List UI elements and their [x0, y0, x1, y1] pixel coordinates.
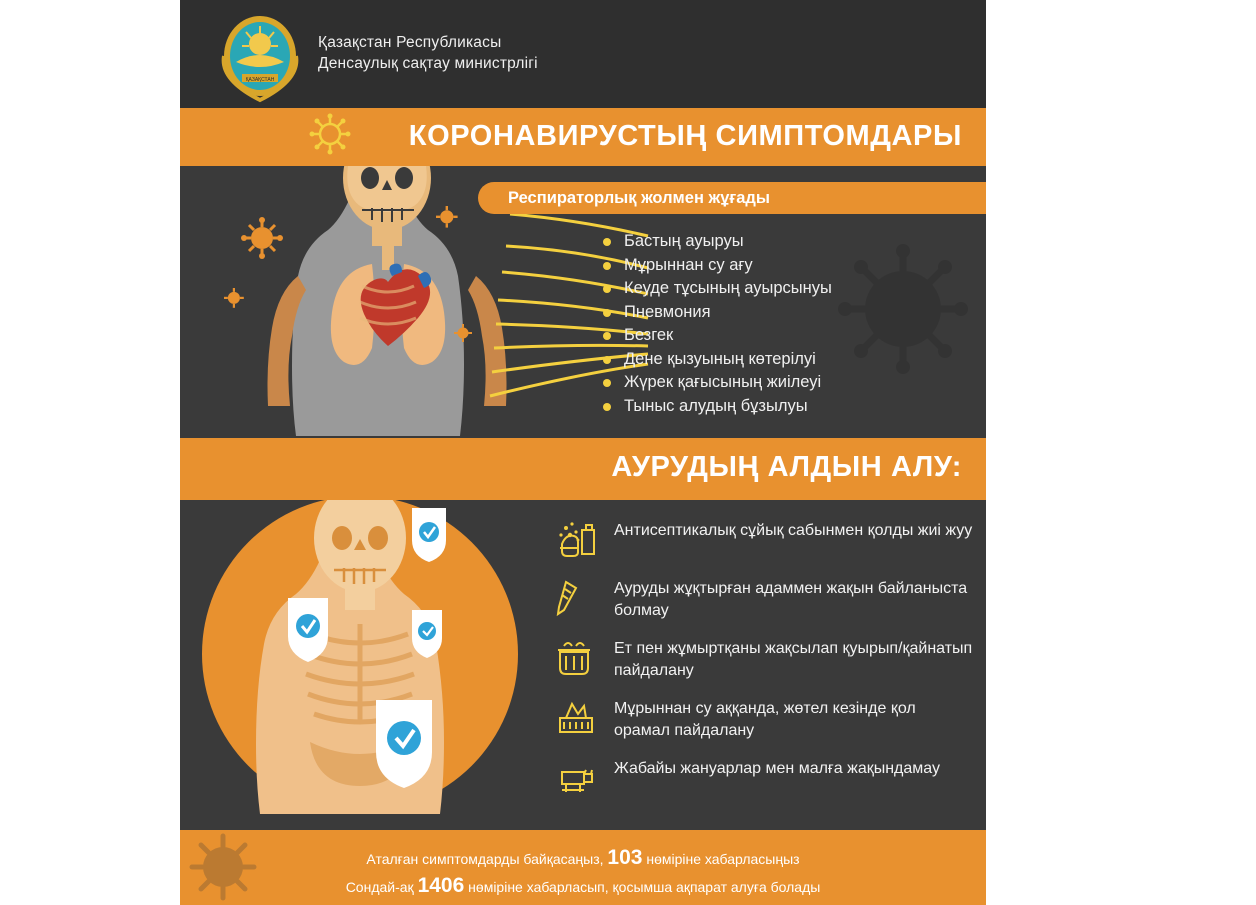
- bullet-dot: [603, 309, 611, 317]
- footer-line1-after: нөміріне хабарласыңыз: [646, 851, 800, 867]
- ministry-name: [318, 32, 538, 74]
- list-item: [600, 301, 832, 325]
- prevention-title-band: [180, 438, 986, 500]
- list-item: [600, 277, 832, 301]
- shield-badge: [412, 508, 446, 562]
- symptoms-title: КОРОНАВИРУСТЫҢ СИМПТОМДАРЫ: [408, 120, 962, 152]
- list-item: [600, 348, 832, 372]
- symptom-label: Пневмония: [624, 302, 711, 321]
- symptom-label: Бастың ауыруы: [624, 232, 744, 250]
- list-item: [600, 371, 832, 395]
- bullet-dot: [603, 332, 611, 340]
- poster-footer: [180, 830, 986, 905]
- list-item: [552, 696, 974, 742]
- list-item: [600, 395, 832, 419]
- shield-badge: [288, 598, 328, 662]
- prevention-title: АУРУДЫҢ АЛДЫН АЛУ:: [611, 451, 962, 483]
- svg-text:ҚАЗАҚСТАН: ҚАЗАҚСТАН: [245, 77, 275, 83]
- tissue-box-icon: [552, 696, 606, 740]
- protected-body-illustration: [180, 500, 550, 814]
- ministry-line-1: Қазақстан Республикасы: [318, 34, 502, 51]
- bullet-dot: [603, 285, 611, 293]
- list-item: [600, 254, 832, 278]
- transmission-subtitle: Респираторлық жолмен жұғады: [508, 188, 770, 207]
- footer-line-2: [180, 874, 986, 898]
- footer-line-1: [180, 846, 986, 870]
- prevention-list: [552, 518, 974, 814]
- symptoms-title-band: [180, 108, 986, 166]
- bullet-dot: [603, 403, 611, 411]
- symptom-label: Дене қызуының көтерілуі: [624, 349, 816, 368]
- symptom-label: Мұрыннан су ағу: [624, 255, 753, 274]
- bullet-dot: [603, 379, 611, 387]
- prevention-label: Жабайы жануарлар мен малға жақындамау: [614, 760, 940, 777]
- list-item: [552, 518, 974, 562]
- kazakhstan-emblem-icon: [216, 4, 304, 104]
- prevention-label: Мұрыннан су аққанда, жөтел кезінде қол орамал пайдалану: [614, 700, 916, 739]
- list-item: [600, 324, 832, 348]
- list-item: [552, 636, 974, 682]
- symptom-label: Тыныс алудың бұзылуы: [624, 396, 808, 415]
- prevention-label: Антисептикалық сұйық сабынмен қолды жиі жуу: [614, 522, 973, 539]
- farm-animal-icon: [552, 756, 606, 800]
- prevention-body: [180, 500, 986, 830]
- footer-line2-after: нөміріне хабарласып, қосымша ақпарат алуға болады: [468, 879, 821, 895]
- transmission-subtitle-bar: [478, 182, 986, 214]
- prevention-label: Ет пен жұмыртқаны жақсылап қуырып/қайнатып пайдалану: [614, 640, 973, 679]
- handwash-icon: [552, 518, 606, 562]
- virus-icon: [308, 112, 352, 156]
- ministry-line-2: Денсаулық сақтау министрлігі: [318, 55, 538, 72]
- symptom-label: Жүрек қағысының жиілеуі: [624, 373, 822, 391]
- list-item: [552, 756, 974, 800]
- infographic-poster: [180, 0, 986, 905]
- info-number-1406: 1406: [417, 874, 465, 897]
- bullet-dot: [603, 238, 611, 246]
- list-item: [600, 230, 832, 254]
- symptom-label: Кеуде тұсының ауырсынуы: [624, 279, 832, 297]
- footer-line2-before: Сондай-ақ: [345, 879, 414, 895]
- footer-line1-before: Аталған симптомдарды байқасаңыз,: [366, 851, 604, 867]
- bullet-dot: [603, 262, 611, 270]
- cooking-pot-icon: [552, 636, 606, 680]
- shield-badge: [376, 700, 432, 788]
- bullet-dot: [603, 356, 611, 364]
- poster-header: [180, 0, 986, 108]
- list-item: [552, 576, 974, 622]
- background-virus-icon: [838, 244, 968, 374]
- symptom-list: [600, 230, 832, 418]
- symptom-label: Безгек: [624, 326, 674, 344]
- symptoms-body: [180, 166, 986, 438]
- thermometer-icon: [552, 576, 606, 620]
- emergency-number-103: 103: [607, 846, 643, 869]
- prevention-label: Ауруды жұқтырған адаммен жақын байланыста болмау: [614, 580, 968, 619]
- shield-badge: [412, 610, 442, 658]
